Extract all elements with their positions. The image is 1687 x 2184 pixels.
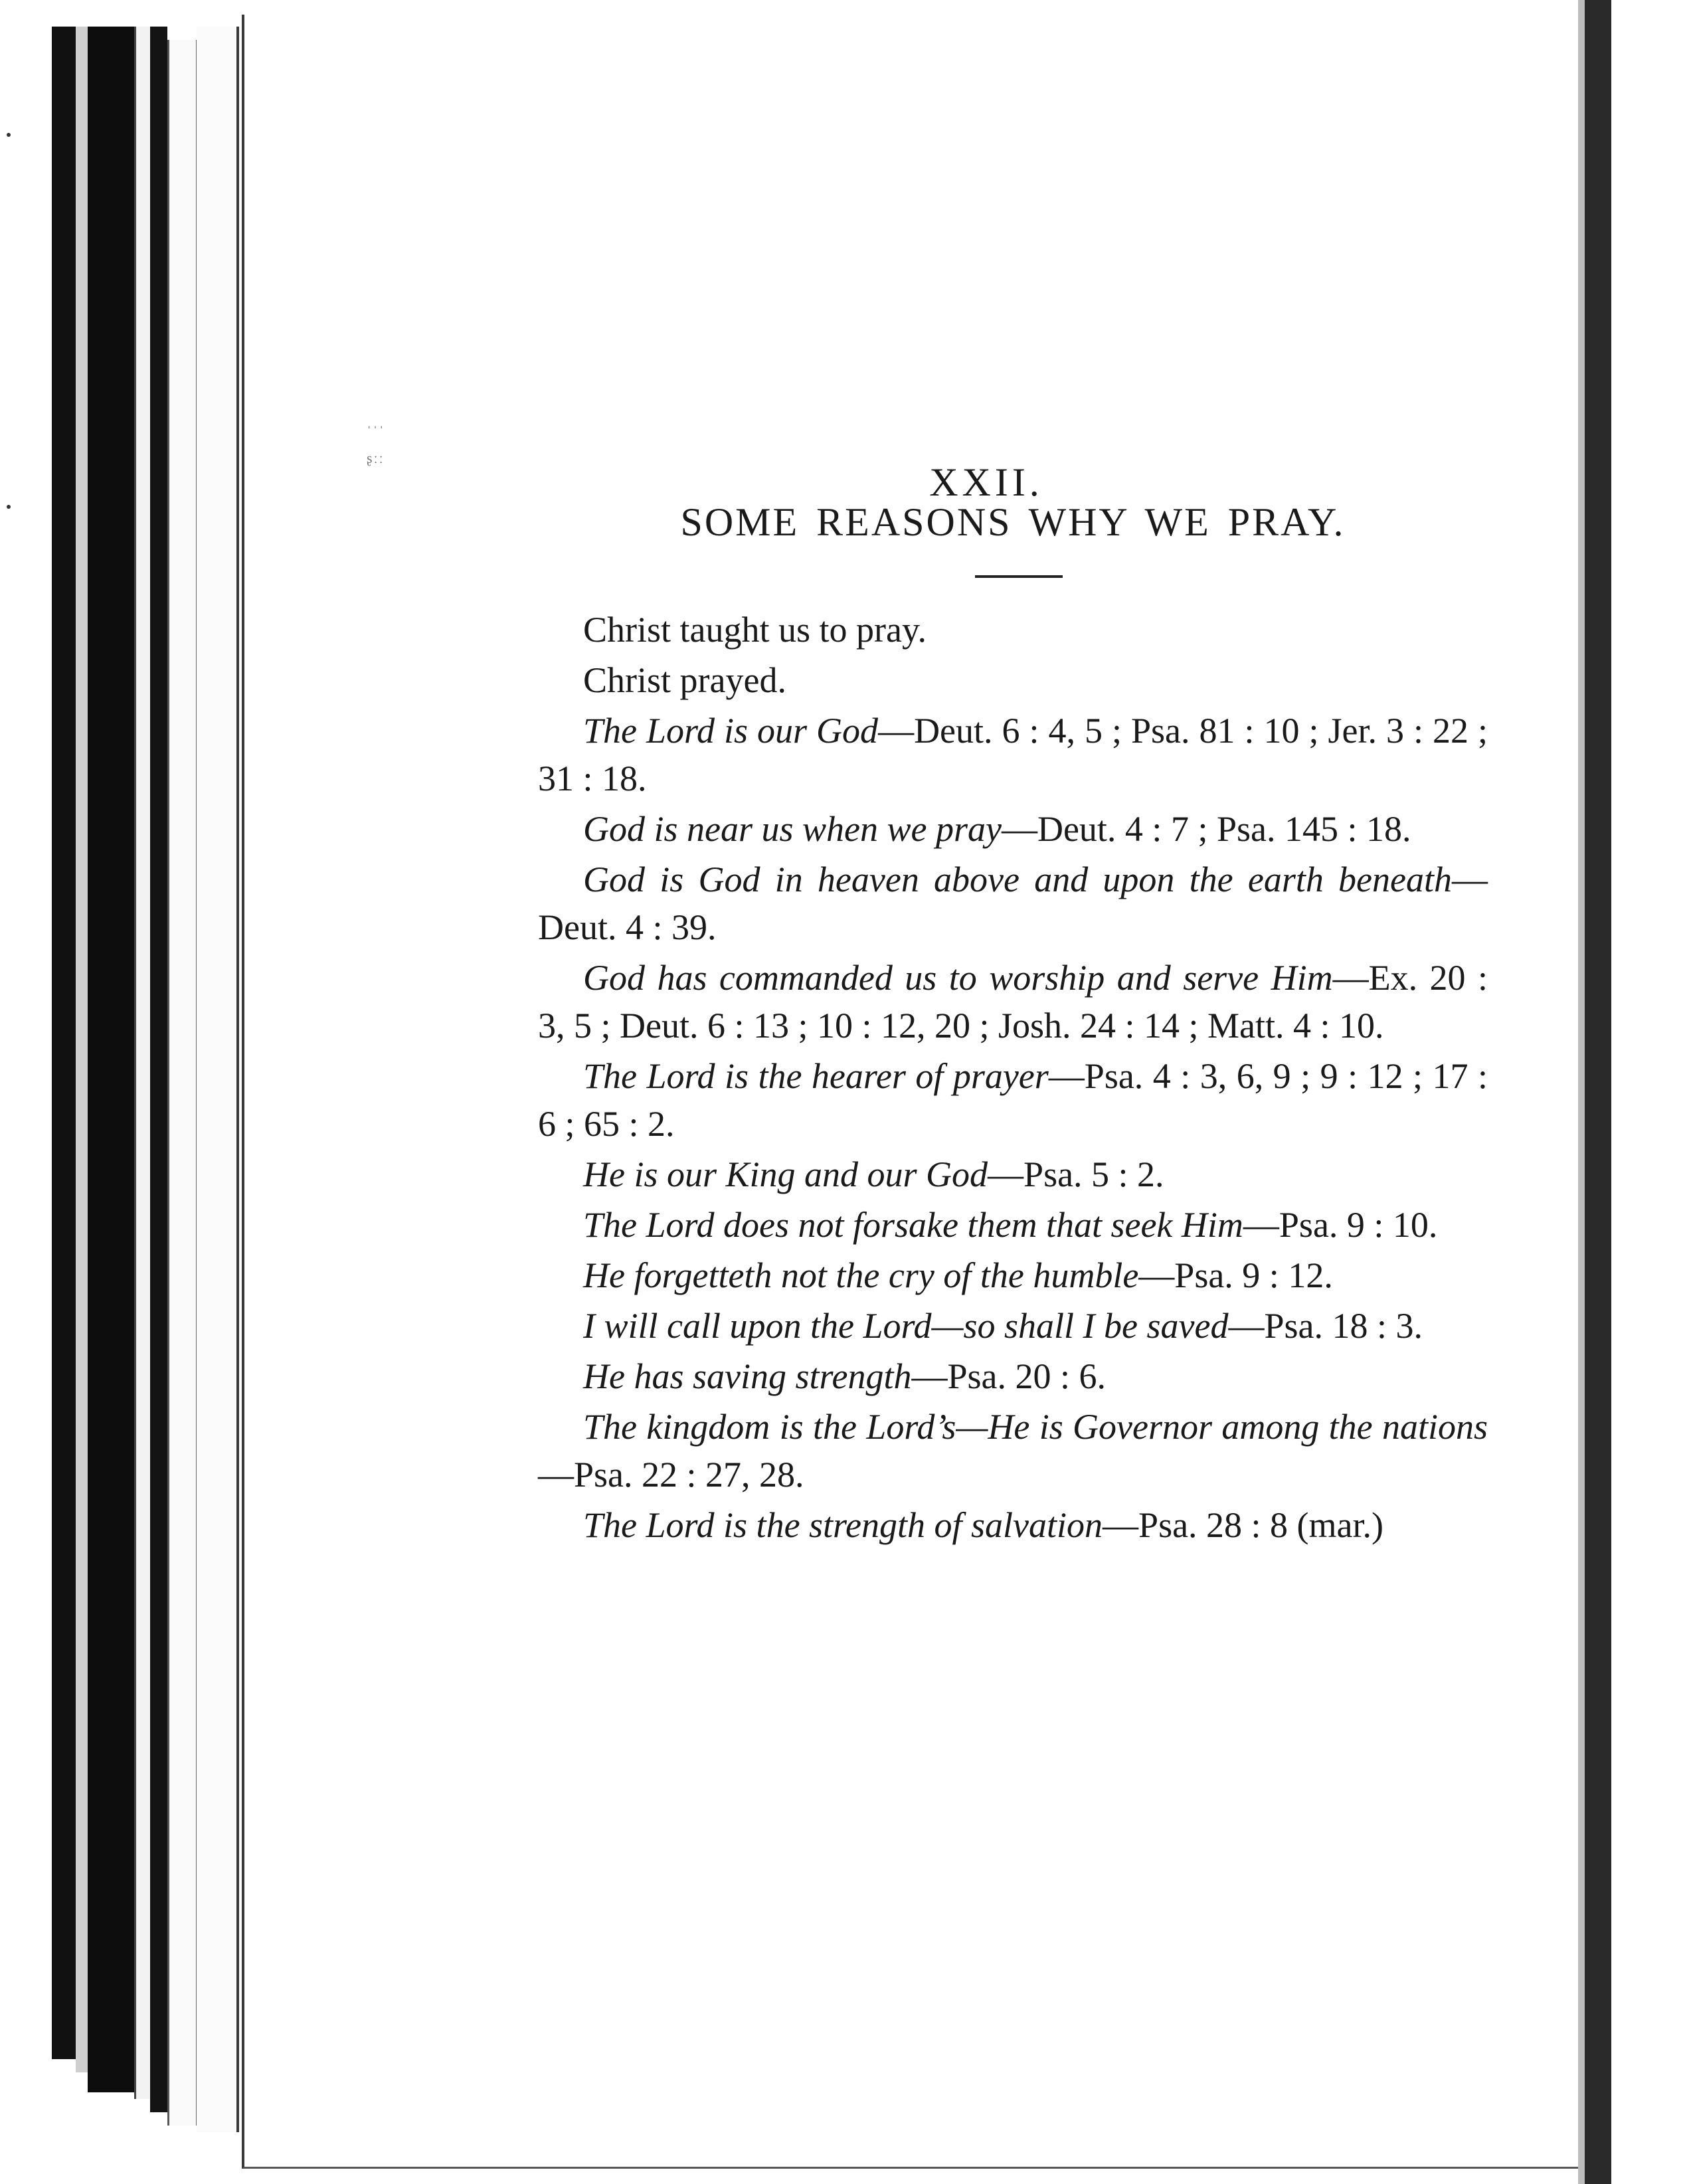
page-gutter (1578, 0, 1585, 2184)
scan-speck (7, 133, 11, 137)
page-edge (167, 40, 198, 2126)
margin-mark: ʂːː (367, 450, 385, 466)
reasons-list (538, 606, 1488, 1549)
reason-statement: The Lord is the hearer of prayer (583, 1056, 1049, 1096)
scripture-reference: —Deut. 4 : 7 ; Psa. 145 : 18. (1001, 809, 1411, 849)
page-binding-right (1585, 0, 1611, 2184)
reason-statement: The Lord does not forsake them that seek Him (583, 1205, 1243, 1245)
reason-statement: He is our King and our God (583, 1154, 988, 1194)
page-edge (88, 27, 134, 2092)
page-edge (197, 27, 239, 2132)
page-edge (150, 27, 167, 2112)
margin-mark: ˈˈˈ (367, 423, 385, 440)
reason-statement: God is God in heaven above and upon the earth beneath (583, 860, 1452, 899)
reason-entry (538, 606, 1488, 654)
chapter-number: XXII. (929, 460, 1043, 504)
title-rule (975, 575, 1063, 578)
reason-entry (538, 1052, 1488, 1148)
scripture-reference: —Psa. 22 : 27, 28. (538, 1455, 804, 1495)
scripture-reference: —Psa. 4 : 3, 6, 9 ; 9 : 12 ; 17 : 6 ; 65 : 2. (538, 1056, 1488, 1144)
scripture-reference: —Psa. 20 : 6. (911, 1356, 1106, 1396)
page-edge (52, 27, 76, 2059)
scripture-reference: —Ex. 20 : 3, 5 ; Deut. 6 : 13 ; 10 : 12, 20 ; Josh. 24 : 14 ; Matt. 4 : 10. (538, 958, 1488, 1046)
facing-page (1611, 0, 1687, 2184)
reason-entry (538, 805, 1488, 853)
reason-statement: The kingdom is the Lord’s—He is Governor among the nations (583, 1407, 1488, 1447)
reason-statement: The Lord is our God (583, 711, 879, 751)
reason-entry (538, 1501, 1488, 1549)
reason-entry (538, 856, 1488, 951)
reason-statement: I will call upon the Lord—so shall I be saved (583, 1306, 1229, 1346)
reason-entry (538, 1302, 1488, 1350)
scripture-reference: —Psa. 28 : 8 (mar.) (1103, 1505, 1383, 1545)
scripture-reference: Christ prayed. (583, 660, 786, 700)
scan-speck (7, 505, 11, 509)
scripture-reference: —Psa. 18 : 3. (1228, 1306, 1423, 1346)
reason-statement: He has saving strength (583, 1356, 912, 1396)
reason-statement: God has commanded us to worship and serve Him (583, 958, 1333, 998)
reason-statement: He forgetteth not the cry of the humble (583, 1255, 1139, 1295)
reason-entry (538, 1403, 1488, 1499)
reason-entry (538, 1201, 1488, 1249)
page-edge (134, 27, 152, 2099)
margin-marks (367, 418, 426, 472)
chapter-title: SOME REASONS WHY WE PRAY. (680, 500, 1346, 544)
reason-entry (538, 1150, 1488, 1198)
scripture-reference: —Psa. 9 : 10. (1243, 1205, 1438, 1245)
reason-statement: God is near us when we pray (583, 809, 1002, 849)
reason-entry (538, 1251, 1488, 1299)
reason-entry (538, 656, 1488, 704)
scripture-reference: —Deut. 4 : 39. (538, 860, 1488, 947)
scripture-reference: —Deut. 6 : 4, 5 ; Psa. 81 : 10 ; Jer. 3 : 22 ; 31 : 18. (538, 711, 1488, 798)
reason-statement: The Lord is the strength of salvation (583, 1505, 1103, 1545)
scripture-reference: —Psa. 9 : 12. (1138, 1255, 1333, 1295)
scripture-reference: Christ taught us to pray. (583, 610, 927, 650)
scripture-reference: —Psa. 5 : 2. (988, 1154, 1164, 1194)
page-edge (76, 27, 88, 2072)
reason-entry (538, 707, 1488, 802)
reason-entry (538, 1352, 1488, 1400)
reason-entry (538, 954, 1488, 1049)
